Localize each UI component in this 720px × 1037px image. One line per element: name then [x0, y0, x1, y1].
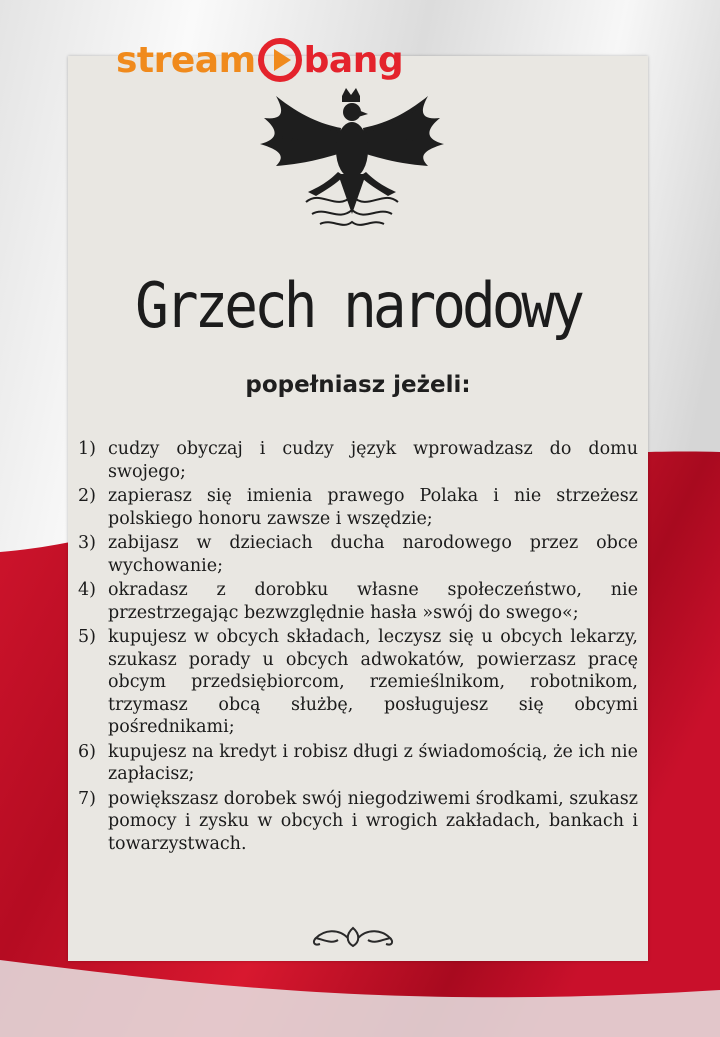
poster-title: Grzech narodowy — [135, 270, 581, 343]
list-item — [78, 485, 638, 530]
list-item — [78, 532, 638, 577]
watermark-text-part2: bang — [303, 39, 404, 81]
watermark-text-part1: stream — [116, 39, 256, 81]
watermark-logo — [116, 30, 403, 90]
item-number: 1) — [78, 439, 96, 459]
list-item — [78, 438, 638, 483]
list-item — [78, 741, 638, 786]
eagle-emblem — [246, 84, 456, 234]
sin-list — [78, 438, 638, 857]
list-item — [78, 788, 638, 856]
item-text: powiększasz dorobek swój niegodziwemi środkami, szukasz pomocy i zysku w obcych i wrogich zakładach, bankach i towarzystwach. — [108, 788, 638, 854]
item-text: kupujesz na kredyt i robisz długi z świadomością, że ich nie zapłacisz; — [108, 741, 638, 784]
item-number: 6) — [78, 741, 96, 762]
ornament-icon — [308, 924, 398, 950]
item-number: 3) — [78, 533, 96, 553]
item-number: 7) — [78, 788, 96, 809]
item-text: kupujesz w obcych składach, leczysz się u obcych lekarzy, szukasz porady u obcych adwokatów, powierzasz pracę obcym przedsiębiorcom, rzemieślnikom, robotnikom, trzymasz obcą służbę, posługujesz się obcymi pośrednikami; — [108, 627, 638, 737]
item-text: zapierasz się imienia prawego Polaka i nie strzeżesz polskiego honoru zawsze i wszędzie; — [108, 486, 638, 529]
list-item — [78, 579, 638, 624]
item-text: okradasz z dorobku własne społeczeństwo, nie przestrzegając bezwzględnie hasła »swój do swego«; — [108, 580, 638, 623]
list-item — [78, 626, 638, 739]
item-number: 2) — [78, 486, 96, 506]
play-icon — [258, 38, 302, 82]
item-number: 4) — [78, 580, 96, 600]
poster — [68, 56, 648, 961]
item-number: 5) — [78, 627, 96, 647]
poster-subtitle: popełniasz jeżeli: — [245, 372, 471, 398]
item-text: cudzy obyczaj i cudzy język wprowadzasz do domu swojego; — [108, 439, 638, 482]
item-text: zabijasz w dzieciach ducha narodowego przez obce wychowanie; — [108, 533, 638, 576]
